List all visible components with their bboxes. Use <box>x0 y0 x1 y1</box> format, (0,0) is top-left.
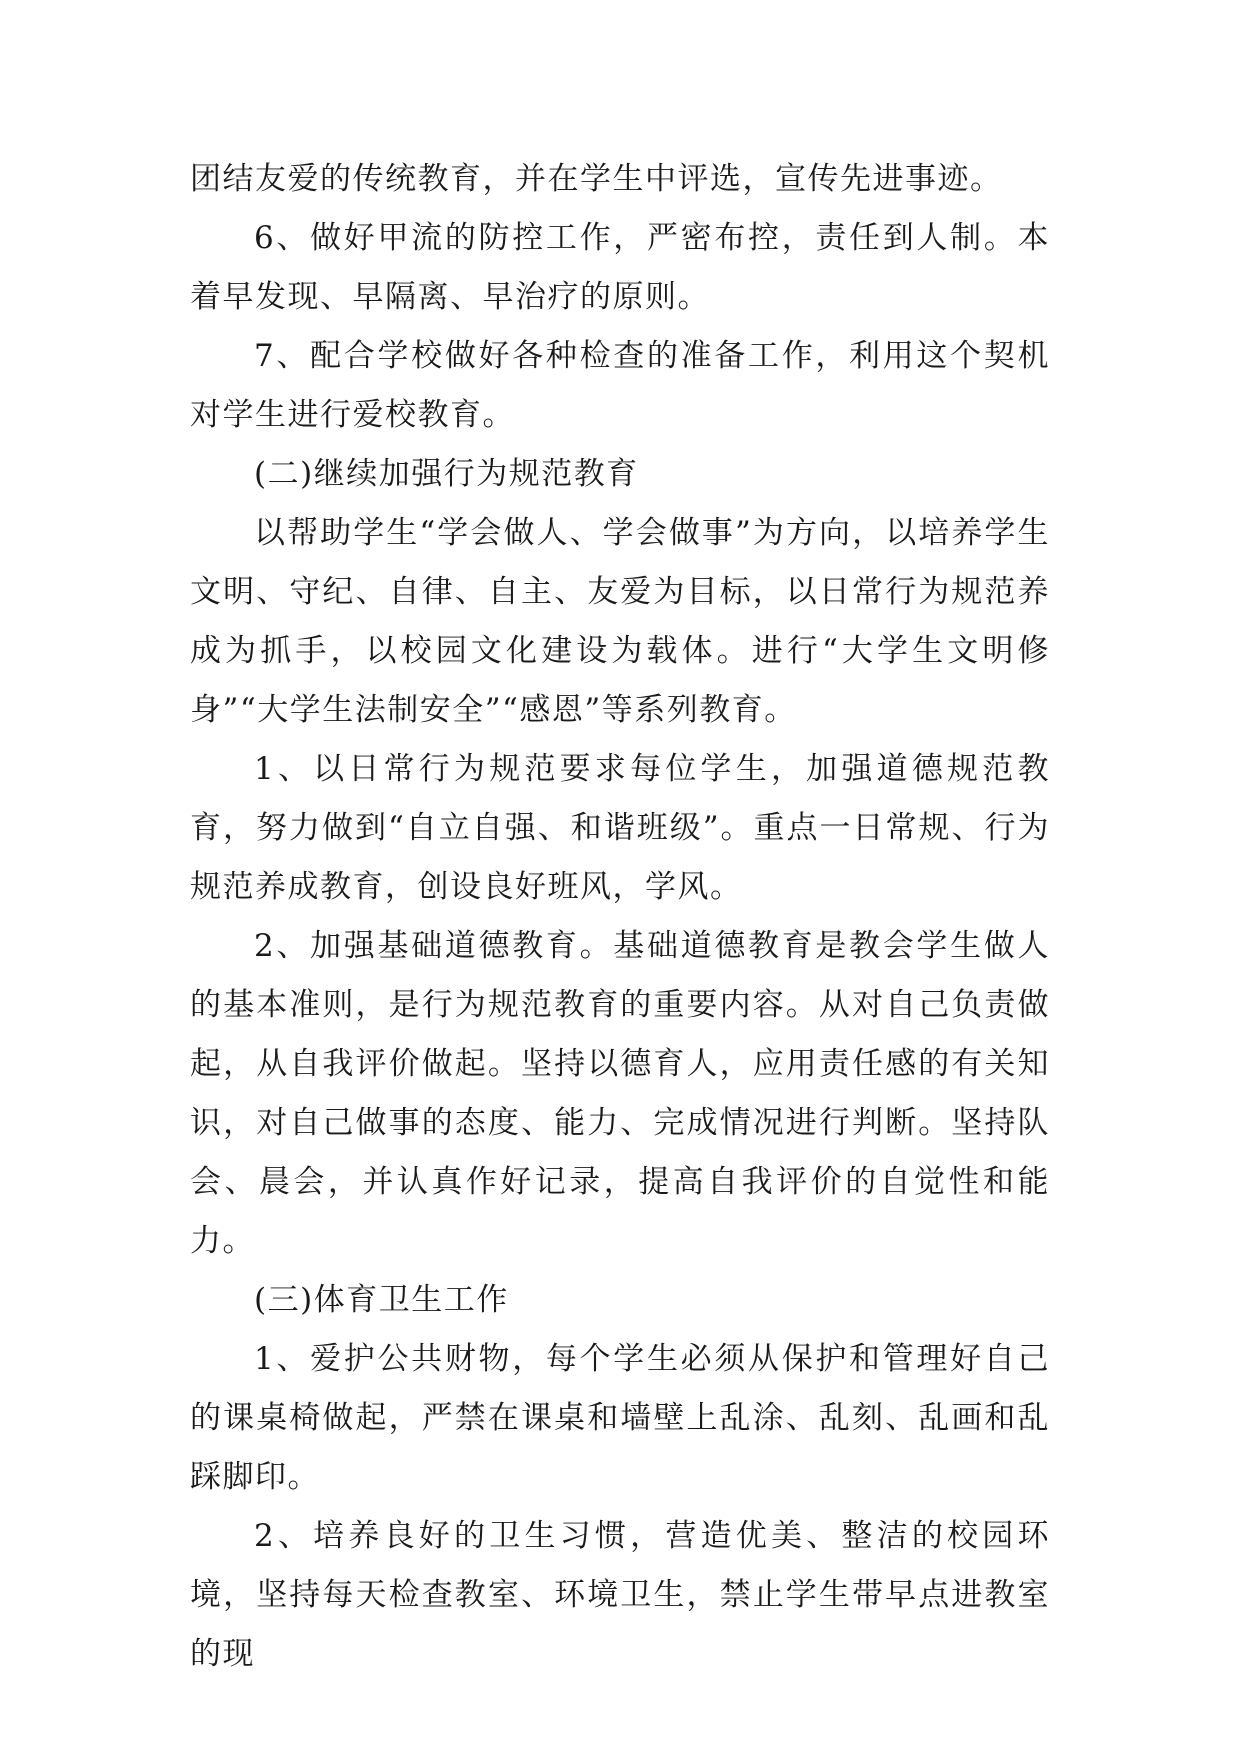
paragraph-section-3-item-2: 2、培养良好的卫生习惯，营造优美、整洁的校园环境，坚持每天检查教室、环境卫生，禁止学生带早点进教室的现 <box>190 1518 1050 1672</box>
paragraph-item-6: 6、做好甲流的防控工作，严密布控，责任到人制。本着早发现、早隔离、早治疗的原则。 <box>190 220 1050 315</box>
section-heading-3: (三)体育卫生工作 <box>254 1282 509 1318</box>
paragraph-section-2-intro: 以帮助学生“学会做人、学会做事”为方向，以培养学生文明、守纪、自律、自主、友爱为目标，以日常行为规范养成为抓手，以校园文化建设为载体。进行“大学生文明修身”“大学生法制安全”“感恩”等系列教育。 <box>190 515 1050 728</box>
paragraph-item-7: 7、配合学校做好各种检查的准备工作，利用这个契机对学生进行爱校教育。 <box>190 338 1050 433</box>
paragraph-continuation: 团结友爱的传统教育，并在学生中评选，宣传先进事迹。 <box>190 161 1003 197</box>
paragraph-section-3-item-1: 1、爱护公共财物，每个学生必须从保护和管理好自己的课桌椅做起，严禁在课桌和墙壁上乱涂、乱刻、乱画和乱踩脚印。 <box>190 1341 1050 1495</box>
paragraph-section-2-item-2: 2、加强基础道德教育。基础道德教育是教会学生做人的基本准则，是行为规范教育的重要内容。从对自己负责做起，从自我评价做起。坚持以德育人，应用责任感的有关知识，对自己做事的态度、能力、完成情况进行判断。坚持队会、晨会，并认真作好记录，提高自我评价的自觉性和能力。 <box>190 928 1050 1259</box>
paragraph-section-2-item-1: 1、以日常行为规范要求每位学生，加强道德规范教育，努力做到“自立自强、和谐班级”。重点一日常规、行为规范养成教育，创设良好班风，学风。 <box>190 751 1050 905</box>
section-heading-2: (二)继续加强行为规范教育 <box>254 456 639 492</box>
document-body <box>190 150 1050 1684</box>
